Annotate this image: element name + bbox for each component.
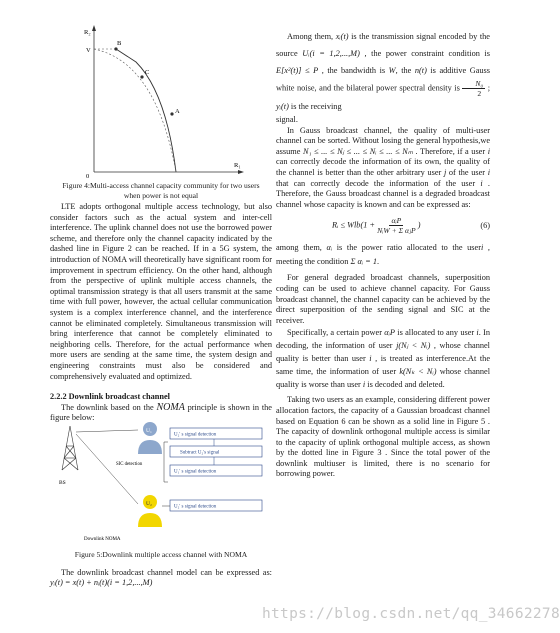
- label-sic: SIC detection: [116, 462, 143, 467]
- box-u2-detect-2-text: U₂' s signal detection: [174, 504, 217, 510]
- box-subtract-text: Subtract U₂'s signal: [180, 450, 220, 456]
- label-v: V: [86, 47, 91, 54]
- y-axis-arrow: [92, 25, 96, 31]
- capacity-curve: [116, 49, 176, 172]
- figure-5-caption: Figure 5:Downlink multiple access channel with NOMA: [74, 550, 248, 559]
- figure-4-caption: Figure 4:Multi-access channel capacity community for two users when power is not equal: [62, 181, 260, 200]
- paragraph-among-them: Among them, xᵢ(t) is the transmission signal encoded by the source Uᵢ(i = 1,2,...,M) , the power constraint condition is E[x²(t)] ≤ P , the bandwidth is W, the n(t) is additive Gauss white noise, and the bilateral power spectral density is $\frac{\text{N₀}}{2}$ ; yᵢ(t) is the receiving: [276, 32, 491, 111]
- user2-avatar-icon: [138, 495, 162, 527]
- paragraph-specifically: Specifically, a certain power αᵢP is allocated to any user i. In decoding, the information of user j(Nⱼ < Nᵢ) , whose channel quality is better than user i , is treated as interference.At the same time, the information of user k(Nₖ < Nᵢ) whose channel quality is worse than user i is decoded and deleted.: [276, 328, 491, 390]
- paragraph-downlink-intro: The downlink based on the NOMA principle is shown in the figure below:: [50, 401, 272, 423]
- label-u1: U₁: [146, 428, 152, 434]
- fraction-n0-2: $\frac{\text{N₀}}{2}$: [462, 79, 485, 98]
- equation-6-body: Rᵢ ≤ Wlb(1 + $\frac{\text{αᵢP}}{\text{NᵢW + Σ αⱼP}}$ ): [332, 216, 421, 236]
- section-heading: 2.2.2 Downlink broadcast channel: [50, 392, 170, 402]
- paragraph-degraded: For general degraded broadcast channels, superposition coding can be used to achieve channel capacity. For Gauss broadcast channel, the channel capacity can be achieved by the direct superposition of the sending signal and SIC at the receiver.: [276, 273, 490, 325]
- label-u2: U₂: [146, 501, 152, 507]
- label-origin: 0: [86, 173, 90, 180]
- point-c: [140, 75, 143, 78]
- label-downlink-noma: Downlink NOMA: [84, 537, 121, 542]
- label-a: A: [175, 108, 180, 115]
- x-axis-arrow: [238, 170, 244, 174]
- paragraph-signal-end: signal.: [276, 115, 298, 124]
- figure-5-downlink-noma: [54, 420, 268, 544]
- link-to-u1: [76, 430, 138, 432]
- right-column: [276, 28, 490, 480]
- user1-avatar-icon: [138, 422, 162, 454]
- box-u2-detect-text: U₂' s signal detection: [174, 432, 217, 438]
- paragraph-two-users: Taking two users as an example, considering different power allocation factors, the capacity of a Gaussian broadcast channel based on Equation 6 can be shown as a solid line in Figure 5 . The capacity of downlink orthogonal multiple access is similar to the capacity of uplink orthogonal multiple access, as shown by the dotted line in Figure 3 . Since the total power of the downlink multiuser is limited, there is no scenario for borrowing power.: [276, 395, 490, 479]
- link-to-u2: [76, 434, 138, 504]
- figure-4-capacity-region: [76, 22, 246, 180]
- label-r1: R₁: [234, 162, 241, 169]
- equation-number: (6): [480, 220, 490, 230]
- watermark-url: https://blog.csdn.net/qq_34662278: [262, 606, 560, 622]
- paragraph-lte: LTE adopts orthogonal multiple access technology, but also consider factors such as the actual system and inter-cell interference. The uplink channel does not use the borrowed power scheme, and therefore only the channel capacity indicated by the dashed line in Figure 2 can be reached. If in a 5G system, the introduction of NOMA will theoretically have significant room for improvement in spectrum efficiency. On the other hand, although from the perspective of uplink multiple access channels, the optimal transmission strategy is that all users transmit at the same time with full power, however, the actual cellular communication system is a complex interference channel, and the interference cannot be eliminated completely. Simultaneous transmission will bring interference that cannot be completely eliminated to neighboring cells. Therefore, for the actual performance when more users are sending at the same time, the system design and engineering constraints must also be considered and comprehensively evaluated and optimized.: [50, 202, 272, 381]
- base-station-tower-icon: [62, 426, 78, 470]
- left-column-bottom: [50, 550, 272, 589]
- paragraph-power-ratio: among them, αᵢ is the power ratio allocated to the useri , meeting the condition Σ αᵢ = 1.: [276, 243, 490, 267]
- point-b: [114, 47, 117, 50]
- paragraph-gauss: In Gauss broadcast channel, the quality of multi-user channel can be sorted. Without losing the general hypothesis,we assume N₁ ≤ ... ≤ Nⱼ ≤ ... ≤ Nᵢ ≤ ... ≤ Nₘ . Therefore, if a user i can correctly decode the information of its own, the quality of the channel is better than the other arbitrary user j of the user i that can correctly decode the information of the user i . Therefore, the Gauss broadcast channel is a degraded broadcast channel whose capacity is known and can be expressed as:: [276, 125, 491, 209]
- label-r2: R₂: [84, 29, 91, 36]
- dashed-capacity-curve: [94, 49, 176, 172]
- label-bs: BS: [59, 480, 66, 486]
- label-c: C: [145, 69, 150, 76]
- equation-6: [276, 216, 490, 235]
- box-u1-detect-text: U₁' s signal detection: [174, 469, 217, 475]
- equation-6-fraction: $\frac{\text{αᵢP}}{\text{NᵢW + Σ αⱼP}}$: [377, 216, 416, 236]
- paragraph-model: The downlink broadcast channel model can be expressed as: yᵢ(t) = x(t) + nᵢ(t)(i = 1,2,...,M): [50, 567, 272, 588]
- point-a: [170, 112, 173, 115]
- left-column: [50, 202, 272, 424]
- label-b: B: [117, 40, 122, 47]
